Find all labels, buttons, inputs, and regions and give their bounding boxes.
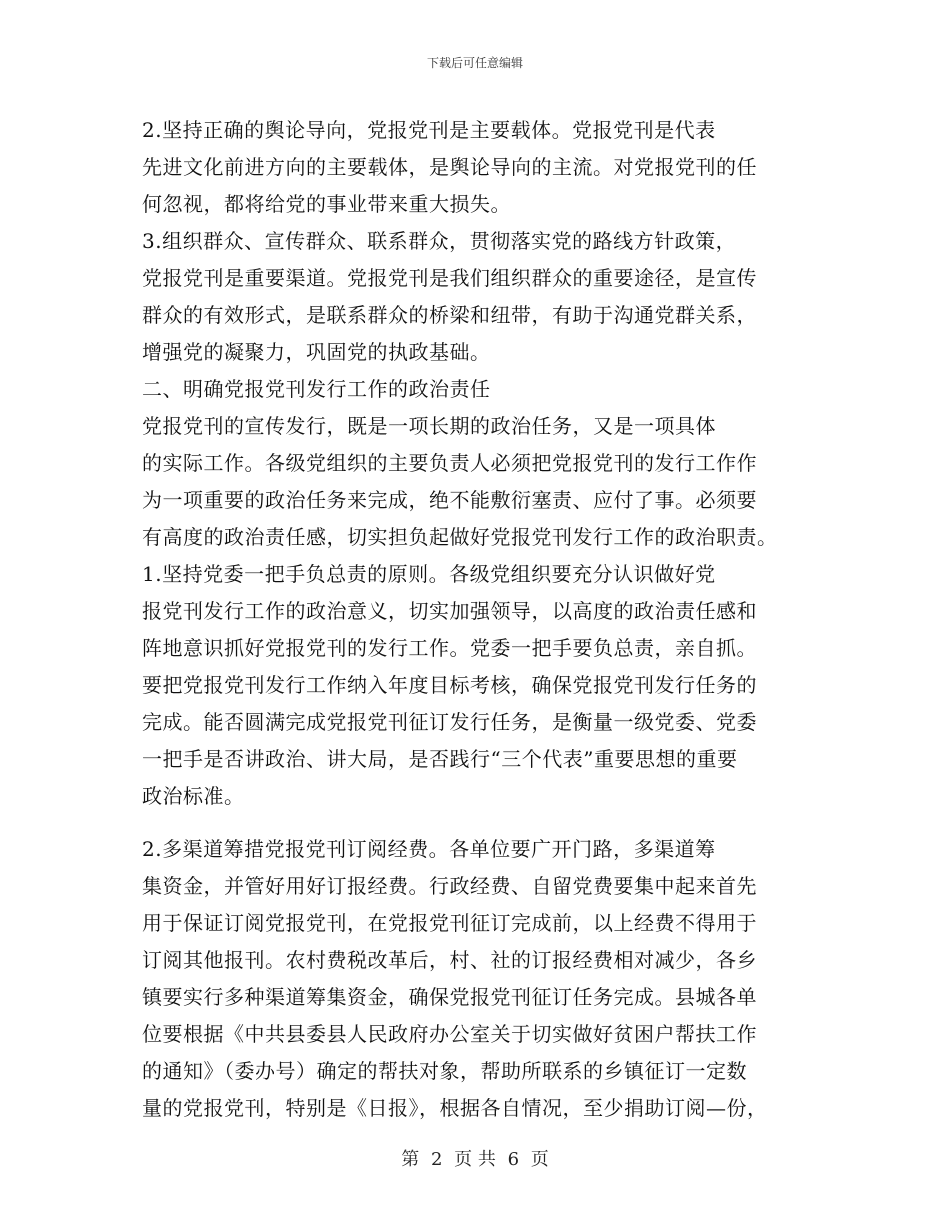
text-line: 位要根据《中共县委县人民政府办公室关于切实做好贫困户帮扶工作 [142,1022,757,1046]
text-line: 3.组织群众、宣传群众、联系群众，贯彻落实党的路线方针政策， [142,229,737,253]
text-line: 政治标准。 [142,784,245,808]
footer-prefix: 第 [401,1149,420,1170]
text-line: 的实际工作。各级党组织的主要负责人必须把党报党刊的发行工作作 [142,451,757,475]
text-line: 的通知》（委办号）确定的帮扶对象，帮助所联系的乡镇征订一定数 [142,1059,747,1083]
document-body [142,112,802,1127]
page-number-footer [0,1145,950,1171]
footer-middle: 页 共 [454,1149,496,1170]
page-header-note: 下载后可任意编辑 [426,56,523,70]
text-line: 何忽视，都将给党的事业带来重大损失。 [142,192,511,216]
text-line: 用于保证订阅党报党刊，在党报党刊征订完成前，以上经费不得用于 [142,911,757,935]
text-line: 要把党报党刊发行工作纳入年度目标考核，确保党报党刊发行任务的 [142,673,757,697]
text-line: 党报党刊的宣传发行，既是一项长期的政治任务，又是一项具体 [142,414,716,438]
total-pages-number: 6 [507,1149,520,1170]
text-line: 2.坚持正确的舆论导向，党报党刊是主要载体。党报党刊是代表 [142,118,716,142]
text-line: 群众的有效形式，是联系群众的桥梁和纽带，有助于沟通党群关系， [142,303,757,327]
text-line: 阵地意识抓好党报党刊的发行工作。党委一把手要负总责，亲自抓。 [142,636,757,660]
text-line: 2.多渠道筹措党报党刊订阅经费。各单位要广开门路，多渠道筹 [142,837,716,861]
text-line: 订阅其他报刊。农村费税改革后，村、社的订报经费相对减少，各乡 [142,948,757,972]
text-line: 有高度的政治责任感，切实担负起做好党报党刊发行工作的政治职责。 [142,525,778,549]
text-line: 报党刊发行工作的政治意义，切实加强领导，以高度的政治责任感和 [142,599,757,623]
text-line: 增强党的凝聚力，巩固党的执政基础。 [142,340,491,364]
text-line: 镇要实行多种渠道筹集资金，确保党报党刊征订任务完成。县城各单 [142,985,757,1009]
paragraph-gap [142,815,802,831]
text-line: 一把手是否讲政治、讲大局，是否践行“三个代表”重要思想的重要 [142,747,738,771]
text-line: 完成。能否圆满完成党报党刊征订发行任务，是衡量一级党委、党委 [142,710,757,734]
text-line: 1.坚持党委一把手负总责的原则。各级党组织要充分认识做好党 [142,562,716,586]
text-line: 先进文化前进方向的主要载体，是舆论导向的主流。对党报党刊的任 [142,155,757,179]
text-line: 集资金，并管好用好订报经费。行政经费、自留党费要集中起来首先 [142,874,757,898]
text-line: 党报党刊是重要渠道。党报党刊是我们组织群众的重要途径，是宣传 [142,266,757,290]
current-page-number: 2 [430,1149,443,1170]
text-line: 为一项重要的政治任务来完成，绝不能敷衍塞责、应付了事。必须要 [142,488,757,512]
section-heading: 二、明确党报党刊发行工作的政治责任 [142,377,491,401]
footer-suffix: 页 [530,1149,549,1170]
text-line: 量的党报党刊，特别是《日报》，根据各自情况，至少捐助订阅—份， [142,1096,768,1120]
